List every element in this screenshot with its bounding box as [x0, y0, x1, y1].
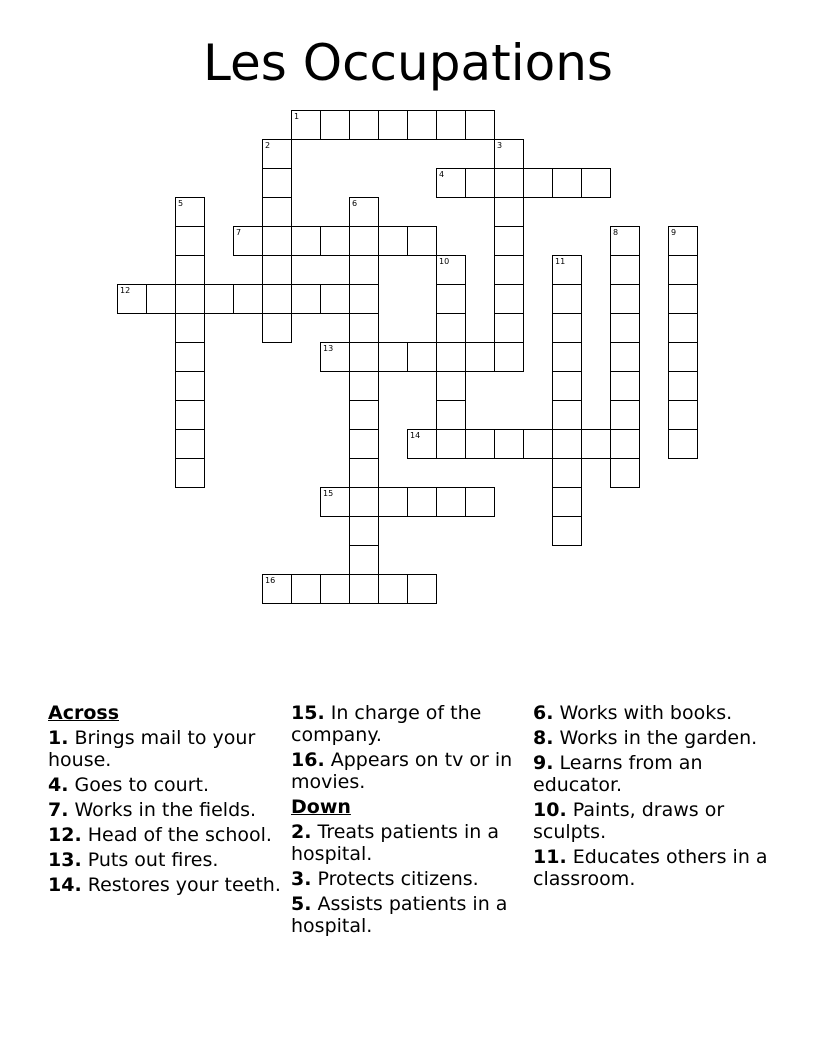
crossword-cell[interactable] [175, 197, 205, 227]
clue-number: 7 [236, 228, 242, 237]
crossword-cell[interactable] [523, 429, 553, 459]
crossword-cell[interactable] [262, 313, 292, 343]
crossword-cell[interactable] [552, 342, 582, 372]
clue-number: 2 [265, 141, 271, 150]
crossword-cell[interactable] [175, 458, 205, 488]
clue-across-12: 12. Head of the school. [48, 824, 272, 846]
crossword-cell[interactable] [436, 110, 466, 140]
crossword-cell[interactable] [349, 429, 379, 459]
crossword-cell[interactable] [668, 255, 698, 285]
crossword-cell[interactable] [349, 110, 379, 140]
crossword-cell[interactable] [407, 429, 437, 459]
clue-column-2 [291, 702, 527, 940]
crossword-cell[interactable] [494, 197, 524, 227]
clue-across-1: 1. Brings mail to your house. [48, 727, 256, 771]
clue-number: 14 [410, 431, 421, 440]
across-heading: Across [48, 702, 120, 724]
clue-number: 16 [265, 576, 276, 585]
clue-down-2: 2. Treats patients in a hospital. [291, 821, 499, 865]
crossword-cell[interactable] [175, 284, 205, 314]
clue-number: 4 [439, 170, 445, 179]
crossword-cell[interactable] [378, 110, 408, 140]
clue-column-1 [48, 702, 284, 899]
crossword-cell[interactable] [291, 284, 321, 314]
clue-column-3 [533, 702, 769, 893]
crossword-cell[interactable] [349, 255, 379, 285]
crossword-cell[interactable] [378, 342, 408, 372]
crossword-cell[interactable] [668, 226, 698, 256]
crossword-cell[interactable] [175, 342, 205, 372]
crossword-cell[interactable] [175, 371, 205, 401]
crossword-cell[interactable] [436, 255, 466, 285]
crossword-cell[interactable] [436, 429, 466, 459]
clue-number: 11 [555, 257, 566, 266]
crossword-cell[interactable] [436, 168, 466, 198]
crossword-cell[interactable] [175, 400, 205, 430]
down-heading: Down [291, 796, 351, 818]
crossword-cell[interactable] [436, 487, 466, 517]
crossword-cell[interactable] [436, 284, 466, 314]
crossword-cell[interactable] [668, 371, 698, 401]
crossword-cell[interactable] [552, 487, 582, 517]
crossword-cell[interactable] [523, 168, 553, 198]
crossword-cell[interactable] [233, 226, 263, 256]
crossword-cell[interactable] [494, 313, 524, 343]
clue-down-6: 6. Works with books. [533, 702, 733, 724]
crossword-cell[interactable] [436, 342, 466, 372]
crossword-cell[interactable] [175, 226, 205, 256]
crossword-cell[interactable] [349, 574, 379, 604]
crossword-cell[interactable] [610, 255, 640, 285]
crossword-cell[interactable] [610, 313, 640, 343]
crossword-cell[interactable] [262, 255, 292, 285]
crossword-cell[interactable] [552, 313, 582, 343]
crossword-cell[interactable] [465, 429, 495, 459]
crossword-cell[interactable] [407, 487, 437, 517]
crossword-cell[interactable] [378, 487, 408, 517]
clue-across-13: 13. Puts out fires. [48, 849, 219, 871]
crossword-cell[interactable] [320, 226, 350, 256]
crossword-cell[interactable] [552, 371, 582, 401]
clue-down-3: 3. Protects citizens. [291, 868, 479, 890]
clue-number: 10 [439, 257, 450, 266]
crossword-cell[interactable] [552, 168, 582, 198]
clue-number: 15 [323, 489, 334, 498]
crossword-cell[interactable] [320, 574, 350, 604]
crossword-cell[interactable] [581, 429, 611, 459]
crossword-cell[interactable] [262, 284, 292, 314]
crossword-cell[interactable] [668, 400, 698, 430]
crossword-cell[interactable] [175, 313, 205, 343]
crossword-cell[interactable] [204, 284, 234, 314]
crossword-cell[interactable] [465, 110, 495, 140]
crossword-cell[interactable] [262, 139, 292, 169]
crossword-cell[interactable] [291, 226, 321, 256]
clue-number: 13 [323, 344, 334, 353]
crossword-cell[interactable] [291, 574, 321, 604]
crossword-cell[interactable] [494, 226, 524, 256]
crossword-cell[interactable] [291, 110, 321, 140]
crossword-cell[interactable] [349, 371, 379, 401]
crossword-cell[interactable] [146, 284, 176, 314]
crossword-cell[interactable] [436, 400, 466, 430]
crossword-cell[interactable] [610, 226, 640, 256]
crossword-cell[interactable] [349, 313, 379, 343]
crossword-cell[interactable] [349, 342, 379, 372]
crossword-cell[interactable] [175, 429, 205, 459]
crossword-cell[interactable] [552, 400, 582, 430]
crossword-cell[interactable] [610, 458, 640, 488]
crossword-cell[interactable] [552, 429, 582, 459]
crossword-cell[interactable] [494, 342, 524, 372]
crossword-cell[interactable] [494, 168, 524, 198]
crossword-cell[interactable] [465, 342, 495, 372]
crossword-cell[interactable] [610, 400, 640, 430]
crossword-cell[interactable] [494, 429, 524, 459]
crossword-cell[interactable] [552, 516, 582, 546]
clue-number: 5 [178, 199, 184, 208]
crossword-cell[interactable] [465, 168, 495, 198]
crossword-cell[interactable] [378, 226, 408, 256]
crossword-cell[interactable] [378, 574, 408, 604]
crossword-cell[interactable] [668, 313, 698, 343]
crossword-cell[interactable] [349, 545, 379, 575]
clue-down-10: 10. Paints, draws or sculpts. [533, 799, 725, 843]
crossword-cell[interactable] [668, 284, 698, 314]
crossword-cell[interactable] [610, 284, 640, 314]
crossword-cell[interactable] [320, 342, 350, 372]
crossword-cell[interactable] [262, 574, 292, 604]
crossword-cell[interactable] [320, 487, 350, 517]
crossword-cell[interactable] [436, 313, 466, 343]
clue-number: 6 [352, 199, 358, 208]
clue-across-7: 7. Works in the fields. [48, 799, 257, 821]
crossword-cell[interactable] [407, 574, 437, 604]
crossword-cell[interactable] [668, 429, 698, 459]
crossword-cell[interactable] [175, 255, 205, 285]
crossword-cell[interactable] [494, 255, 524, 285]
crossword-cell[interactable] [552, 284, 582, 314]
crossword-cell[interactable] [407, 110, 437, 140]
crossword-cell[interactable] [349, 226, 379, 256]
crossword-cell[interactable] [349, 516, 379, 546]
crossword-cell[interactable] [117, 284, 147, 314]
clue-number: 3 [497, 141, 503, 150]
crossword-cell[interactable] [262, 226, 292, 256]
clue-across-14: 14. Restores your teeth. [48, 874, 281, 896]
crossword-cell[interactable] [581, 168, 611, 198]
crossword-cell[interactable] [320, 284, 350, 314]
clue-number: 1 [294, 112, 300, 121]
clue-across-4: 4. Goes to court. [48, 774, 210, 796]
clue-number: 9 [671, 228, 677, 237]
clue-across-16: 16. Appears on tv or in movies. [291, 749, 513, 793]
crossword-cell[interactable] [407, 226, 437, 256]
crossword-cell[interactable] [494, 284, 524, 314]
crossword-cell[interactable] [407, 342, 437, 372]
crossword-cell[interactable] [349, 284, 379, 314]
clue-number: 12 [120, 286, 131, 295]
clue-across-15: 15. In charge of the company. [291, 702, 482, 746]
crossword-cell[interactable] [349, 458, 379, 488]
crossword-cell[interactable] [262, 168, 292, 198]
crossword-cell[interactable] [668, 342, 698, 372]
crossword-cell[interactable] [610, 429, 640, 459]
crossword-cell[interactable] [349, 400, 379, 430]
crossword-cell[interactable] [349, 487, 379, 517]
crossword-cell[interactable] [552, 255, 582, 285]
clue-number: 8 [613, 228, 619, 237]
crossword-cell[interactable] [233, 284, 263, 314]
page-title: Les Occupations [203, 34, 613, 92]
crossword-cell[interactable] [465, 487, 495, 517]
crossword-cell[interactable] [320, 110, 350, 140]
crossword-cell[interactable] [552, 458, 582, 488]
clue-down-5: 5. Assists patients in a hospital. [291, 893, 508, 937]
crossword-cell[interactable] [610, 371, 640, 401]
crossword-cell[interactable] [494, 139, 524, 169]
clue-down-8: 8. Works in the garden. [533, 727, 758, 749]
crossword-cell[interactable] [610, 342, 640, 372]
clue-down-11: 11. Educates others in a classroom. [533, 846, 768, 890]
crossword-cell[interactable] [349, 197, 379, 227]
crossword-cell[interactable] [262, 197, 292, 227]
clue-down-9: 9. Learns from an educator. [533, 752, 703, 796]
crossword-cell[interactable] [436, 371, 466, 401]
